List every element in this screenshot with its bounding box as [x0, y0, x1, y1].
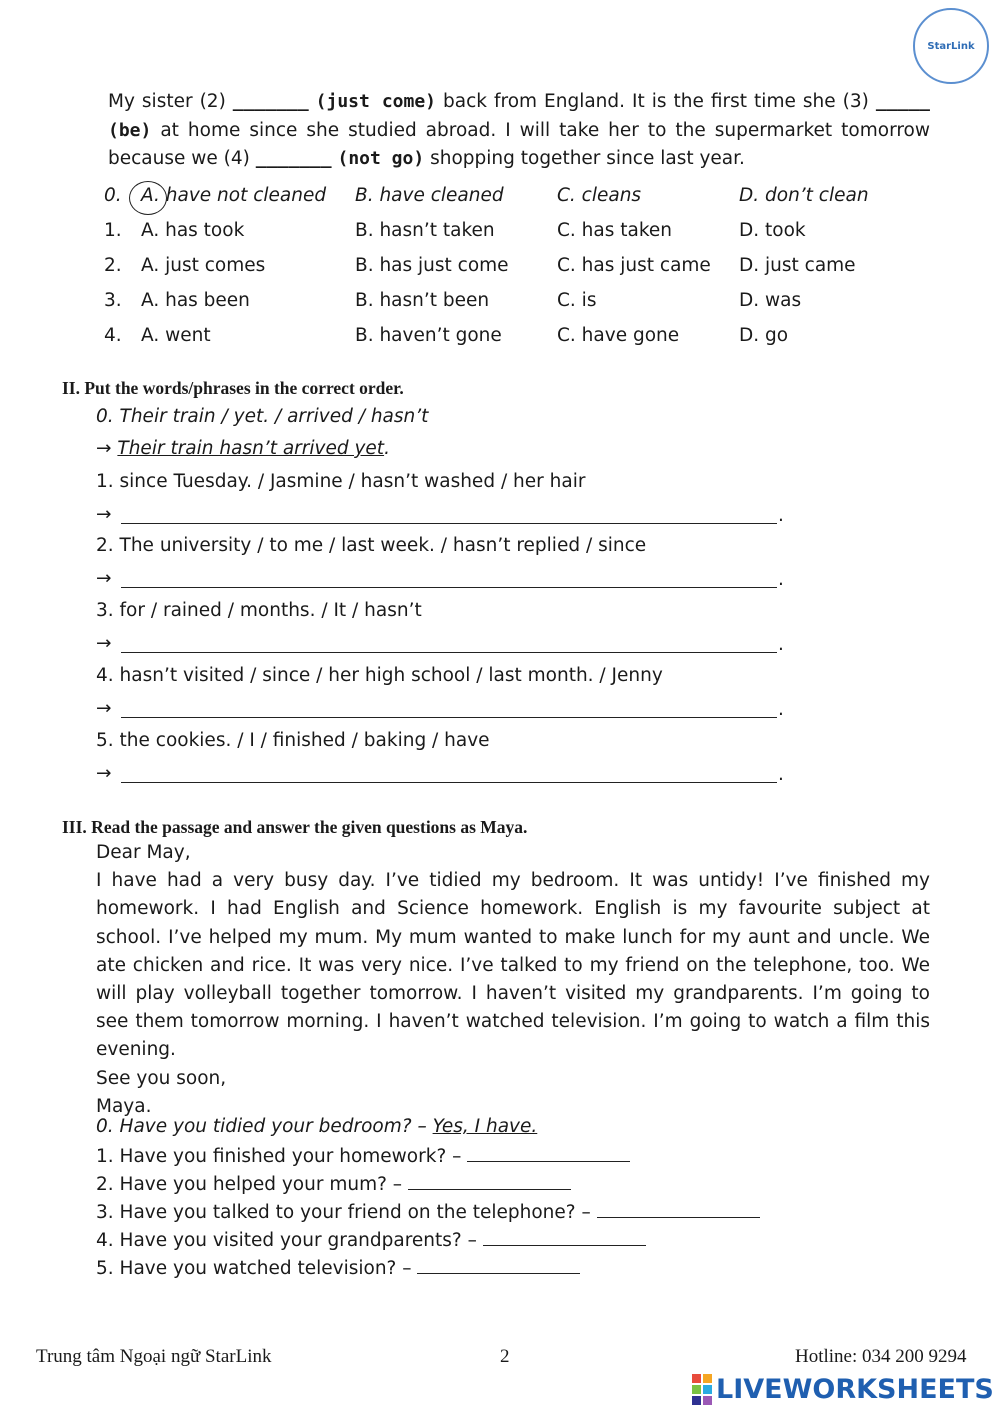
- arrow-icon: →: [96, 568, 112, 589]
- footer-hotline: Hotline: 034 200 9294: [795, 1346, 967, 1367]
- selected-answer-circle: [129, 181, 167, 215]
- blank-4[interactable]: _______: [255, 148, 332, 169]
- period: .: [778, 764, 784, 785]
- option-b[interactable]: B. have cleaned: [355, 185, 504, 206]
- arrow-icon: →: [96, 763, 112, 784]
- reorder-item-2: 2. The university / to me / last week. / hasn’t replied / since: [96, 535, 647, 556]
- option-c[interactable]: C. cleans: [557, 185, 642, 206]
- answer-line-3[interactable]: [121, 630, 777, 653]
- option-a[interactable]: A. has been: [141, 290, 250, 311]
- section-3-heading: III. Read the passage and answer the given questions as Maya.: [62, 817, 528, 837]
- liveworksheets-icon: [692, 1374, 712, 1405]
- option-c[interactable]: C. have gone: [557, 325, 680, 346]
- answer-blank-2[interactable]: [408, 1169, 571, 1190]
- answer-blank-5[interactable]: [417, 1253, 580, 1274]
- answer-line-2[interactable]: [121, 565, 777, 588]
- answer-blank-4[interactable]: [483, 1225, 646, 1246]
- answer-arrow: [96, 564, 112, 594]
- mcq-number: 2.: [104, 255, 122, 276]
- example-answer: Yes, I have.: [432, 1116, 538, 1137]
- mcq-number: 1.: [104, 220, 122, 241]
- mcq-row: [0, 321, 1000, 351]
- option-d[interactable]: D. was: [739, 290, 802, 311]
- question-3: 3. Have you talked to your friend on the telephone? –: [96, 1197, 760, 1227]
- answer-arrow: [96, 759, 112, 789]
- mcq-row: [0, 251, 1000, 281]
- option-b[interactable]: B. hasn’t taken: [355, 220, 495, 241]
- liveworksheets-wordmark: LIVEWORKSHEETS: [716, 1374, 994, 1405]
- option-a[interactable]: A. have not cleaned: [141, 185, 327, 206]
- option-c[interactable]: C. has taken: [557, 220, 673, 241]
- option-d[interactable]: D. just came: [739, 255, 856, 276]
- starlink-logo: [913, 8, 989, 84]
- answer-line-4[interactable]: [121, 695, 777, 718]
- verb-hint-3: (be): [108, 119, 152, 141]
- blank-3[interactable]: _____: [875, 91, 931, 112]
- option-a[interactable]: A. just comes: [141, 255, 266, 276]
- question-2: 2. Have you helped your mum? –: [96, 1169, 571, 1199]
- period: .: [778, 634, 784, 655]
- option-a[interactable]: A. has took: [141, 220, 245, 241]
- arrow-icon: →: [96, 504, 112, 525]
- option-a[interactable]: A. went: [141, 325, 211, 346]
- period: .: [778, 569, 784, 590]
- option-c[interactable]: C. has just came: [557, 255, 711, 276]
- option-b[interactable]: B. haven’t gone: [355, 325, 502, 346]
- option-d[interactable]: D. took: [739, 220, 806, 241]
- arrow-icon: →: [96, 633, 112, 654]
- letter-closing: See you soon,: [96, 1067, 227, 1089]
- answer-arrow: [96, 500, 112, 530]
- verb-hint-2: (just come): [315, 91, 437, 112]
- liveworksheets-logo[interactable]: [692, 1374, 994, 1405]
- letter-body: I have had a very busy day. I’ve tidied my bedroom. It was untidy! I’ve finished my homework. I had English and Science homework. English is my favourite subject at school. I’ve helped my mum. My mum wanted to make lunch for my aunt and uncle. We ate chicken and rice. It was very nice. I’ve talked to my friend on the telephone, too. We will play volleyball together tomorrow. I haven’t visited my grandparents. I’m going to see them tomorrow morning. I haven’t watched television. I’m going to watch a film this evening.: [96, 870, 930, 1061]
- answer-blank-1[interactable]: [467, 1141, 630, 1162]
- section-2-heading: II. Put the words/phrases in the correct order.: [62, 378, 404, 398]
- arrow-icon: →: [96, 698, 112, 719]
- example-prompt: 0. Their train / yet. / arrived / hasn’t: [96, 406, 429, 427]
- mcq-number: 3.: [104, 290, 122, 311]
- answer-blank-3[interactable]: [597, 1197, 760, 1218]
- reorder-item-5: 5. the cookies. / I / finished / baking / have: [96, 730, 490, 751]
- mcq-number: 4.: [104, 325, 122, 346]
- example-answer: Their train hasn’t arrived yet: [117, 438, 385, 459]
- mcq-number: 0.: [104, 185, 122, 206]
- question-1: 1. Have you finished your homework? –: [96, 1141, 630, 1171]
- question-4: 4. Have you visited your grandparents? –: [96, 1225, 646, 1255]
- answer-arrow: [96, 629, 112, 659]
- reorder-item-3: 3. for / rained / months. / It / hasn’t: [96, 600, 422, 621]
- page-number: 2: [500, 1346, 510, 1367]
- mcq-row: [0, 286, 1000, 316]
- reorder-item-4: 4. hasn’t visited / since / her high school / last month. / Jenny: [96, 665, 663, 686]
- arrow-icon: →: [96, 438, 112, 459]
- question-5: 5. Have you watched television? –: [96, 1253, 580, 1283]
- blank-2[interactable]: _______: [232, 91, 309, 112]
- mcq-row: [0, 216, 1000, 246]
- period: .: [778, 505, 784, 526]
- option-b[interactable]: B. has just come: [355, 255, 509, 276]
- reorder-item-1: 1. since Tuesday. / Jasmine / hasn’t washed / her hair: [96, 471, 586, 492]
- option-d[interactable]: D. don’t clean: [739, 185, 869, 206]
- letter-greeting: Dear May,: [96, 842, 191, 863]
- example-question: 0. Have you tidied your bedroom? – Yes, I have.: [96, 1116, 538, 1137]
- option-c[interactable]: C. is: [557, 290, 597, 311]
- period: .: [778, 699, 784, 720]
- answer-arrow: [96, 694, 112, 724]
- gap-fill-passage: My sister (2) _______ (just come) back from England. It is the first time she (3) _____ (be) at home since she studied abroad. I will take her to the supermarket tomorrow because we (4) _______ (not go) shopping together since last year.: [108, 91, 931, 169]
- logo-text: StarLink: [927, 40, 975, 52]
- verb-hint-4: (not go): [337, 148, 425, 169]
- example-answer-line: → Their train hasn’t arrived yet.: [96, 438, 390, 459]
- answer-line-1[interactable]: [121, 501, 777, 524]
- answer-line-5[interactable]: [121, 760, 777, 783]
- option-b[interactable]: B. hasn’t been: [355, 290, 490, 311]
- option-d[interactable]: D. go: [739, 325, 789, 346]
- letter-signature: Maya.: [96, 1095, 152, 1117]
- letter: [96, 839, 930, 1121]
- footer-center-name: Trung tâm Ngoại ngữ StarLink: [36, 1346, 272, 1367]
